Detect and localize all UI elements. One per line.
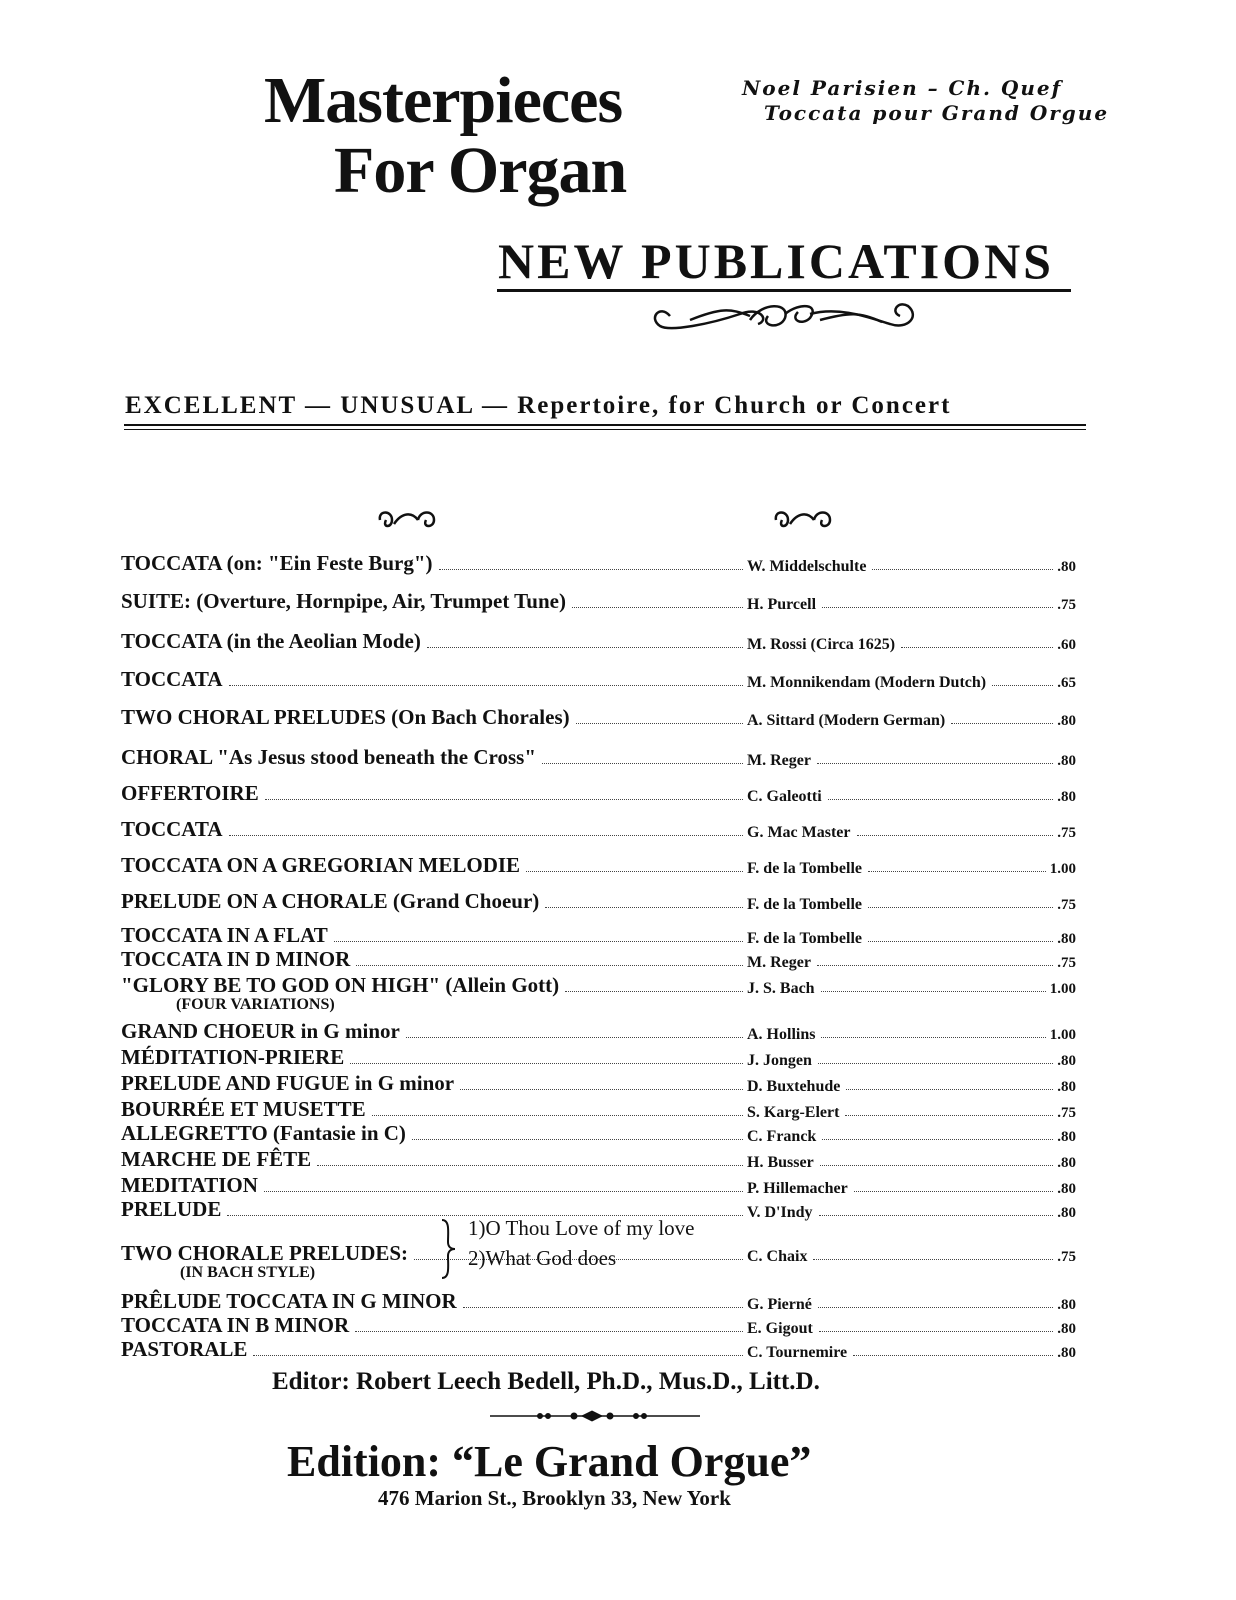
listing-title: TOCCATA (on: "Ein Feste Burg") xyxy=(121,551,433,575)
scroll-ornament-icon xyxy=(650,296,920,336)
listing-composer: M. Reger xyxy=(747,752,811,769)
title-line-2: For Organ xyxy=(334,134,627,207)
dot-leader xyxy=(412,1139,743,1140)
listing-title: TWO CHORAL PRELUDES (On Bach Chorales) xyxy=(121,705,570,729)
dot-leader xyxy=(460,1089,743,1090)
dot-leader xyxy=(822,607,1053,608)
listing-title: PRELUDE ON A CHORALE (Grand Choeur) xyxy=(121,889,540,913)
listing-price: .80 xyxy=(1057,1297,1076,1313)
listing-composer: F. de la Tombelle xyxy=(747,896,862,913)
dot-leader xyxy=(265,799,743,800)
listing-price: .80 xyxy=(1057,1129,1076,1145)
listing-price: .80 xyxy=(1057,1155,1076,1171)
listing-composer: V. D'Indy xyxy=(747,1204,813,1221)
listing-title: PRÊLUDE TOCCATA IN G MINOR xyxy=(121,1289,457,1313)
listing-row xyxy=(121,584,1076,614)
listing-price: 1.00 xyxy=(1049,1027,1076,1043)
dot-leader xyxy=(828,799,1053,800)
listing-note: (IN BACH STYLE) xyxy=(180,1264,316,1281)
listing-composer: C. Tournemire xyxy=(747,1344,848,1361)
listing-title: GRAND CHOEUR in G minor xyxy=(121,1019,400,1043)
dot-leader xyxy=(872,569,1053,570)
dot-leader xyxy=(526,871,743,872)
subtitle-rule-top xyxy=(124,424,1086,426)
dot-leader xyxy=(542,763,743,764)
dot-leader xyxy=(992,685,1053,686)
listing-title: MÉDITATION-PRIERE xyxy=(121,1045,345,1069)
listing-price: .80 xyxy=(1057,1321,1076,1337)
stamp-line-1: Noel Parisien – Ch. Quef xyxy=(742,76,1063,100)
listing-title: TOCCATA xyxy=(121,667,223,691)
subtitle-rule-bottom xyxy=(124,429,1086,430)
flourish-icon xyxy=(374,506,440,532)
dot-leader xyxy=(317,1165,743,1166)
listing-title: ALLEGRETTO (Fantasie in C) xyxy=(121,1121,406,1145)
listing-row xyxy=(121,700,1076,730)
dot-leader xyxy=(857,835,1053,836)
dot-leader xyxy=(818,1063,1053,1064)
listing-composer: W. Middelschulte xyxy=(747,558,867,575)
listing-row xyxy=(121,812,1076,842)
dot-leader xyxy=(853,1355,1053,1356)
listing-title: MEDITATION xyxy=(121,1173,258,1197)
dot-leader xyxy=(229,685,743,686)
listing-row xyxy=(121,776,1076,806)
listing-composer: C. Chaix xyxy=(747,1248,808,1265)
dot-leader xyxy=(820,1165,1053,1166)
listing-price: .75 xyxy=(1057,1105,1076,1121)
flourish-icon xyxy=(770,506,836,532)
section-title: NEW PUBLICATIONS xyxy=(498,233,1054,289)
listing-composer: M. Rossi (Circa 1625) xyxy=(747,636,896,653)
dot-leader xyxy=(822,1139,1053,1140)
dot-leader xyxy=(868,907,1053,908)
dot-leader xyxy=(821,991,1046,992)
listing-composer: D. Buxtehude xyxy=(747,1078,841,1095)
listing-price: .75 xyxy=(1057,1249,1076,1265)
listing-composer: F. de la Tombelle xyxy=(747,860,862,877)
listing-title: OFFERTOIRE xyxy=(121,781,259,805)
listing-price: .75 xyxy=(1057,897,1076,913)
listing-price: .80 xyxy=(1057,753,1076,769)
listing-title: TOCCATA IN D MINOR xyxy=(121,947,351,971)
listing-title: PRELUDE AND FUGUE in G minor xyxy=(121,1071,455,1095)
listing-composer: E. Gigout xyxy=(747,1320,813,1337)
listing-row xyxy=(121,740,1076,770)
listing-price: .80 xyxy=(1057,1205,1076,1221)
listing-price: .80 xyxy=(1057,931,1076,947)
listing-price: .80 xyxy=(1057,1079,1076,1095)
listing-price: .80 xyxy=(1057,1345,1076,1361)
listing-title: MARCHE DE FÊTE xyxy=(121,1147,312,1171)
listing-composer: H. Purcell xyxy=(747,596,817,613)
listing-title: TOCCATA (in the Aeolian Mode) xyxy=(121,629,421,653)
listing-composer: P. Hillemacher xyxy=(747,1180,848,1197)
listing-row xyxy=(121,848,1076,878)
dot-leader xyxy=(868,871,1046,872)
listing-subitem: 1)O Thou Love of my love xyxy=(468,1216,695,1240)
listing-price: .80 xyxy=(1057,559,1076,575)
listing-price: 1.00 xyxy=(1049,981,1076,997)
listing-row xyxy=(121,546,1076,576)
edition-title: Edition: “Le Grand Orgue” xyxy=(287,1437,812,1486)
dot-leader xyxy=(406,1037,743,1038)
dot-leader xyxy=(565,991,743,992)
dot-leader xyxy=(846,1089,1053,1090)
stamp-line-2: Toccata pour Grand Orgue xyxy=(764,101,1110,125)
listing-row xyxy=(121,624,1076,654)
listing-title: TOCCATA ON A GREGORIAN MELODIE xyxy=(121,853,521,877)
listing-price: .65 xyxy=(1057,675,1076,691)
listing-composer: J. Jongen xyxy=(747,1052,812,1069)
listing-composer: G. Mac Master xyxy=(747,824,851,841)
listing-composer: G. Pierné xyxy=(747,1296,812,1313)
title-line-1: Masterpieces xyxy=(264,64,623,137)
dot-leader xyxy=(572,607,743,608)
listing-price: .75 xyxy=(1057,825,1076,841)
listing-price: .75 xyxy=(1057,955,1076,971)
listing-price: .80 xyxy=(1057,1181,1076,1197)
dot-leader xyxy=(901,647,1053,648)
listing-title: CHORAL "As Jesus stood beneath the Cross" xyxy=(121,745,536,769)
dot-leader xyxy=(817,965,1053,966)
listing-row xyxy=(121,884,1076,914)
editor-credit: Editor: Robert Leech Bedell, Ph.D., Mus.D., Litt.D. xyxy=(272,1368,820,1395)
listing-title: TOCCATA IN A FLAT xyxy=(121,923,328,947)
listing-price: .75 xyxy=(1057,597,1076,613)
dot-leader xyxy=(817,763,1053,764)
dot-leader xyxy=(821,1037,1046,1038)
dot-leader xyxy=(229,835,743,836)
listing-title: SUITE: (Overture, Hornpipe, Air, Trumpet Tune) xyxy=(121,589,566,613)
listing-composer: S. Karg-Elert xyxy=(747,1104,840,1121)
listing-title: BOURRÉE ET MUSETTE xyxy=(121,1097,366,1121)
listing-composer: A. Sittard (Modern German) xyxy=(747,712,946,729)
dot-leader xyxy=(951,723,1053,724)
listing-row xyxy=(121,662,1076,692)
listing-row xyxy=(121,968,1076,998)
listing-title: TOCCATA xyxy=(121,817,223,841)
listing-title: PRELUDE xyxy=(121,1197,222,1221)
listing-title: TWO CHORALE PRELUDES: xyxy=(121,1241,409,1265)
dot-leader xyxy=(545,907,743,908)
listing-title: "GLORY BE TO GOD ON HIGH" (Allein Gott) xyxy=(121,973,560,997)
listing-price: .80 xyxy=(1057,789,1076,805)
divider-ornament-icon xyxy=(490,1408,700,1424)
dot-leader xyxy=(819,1215,1053,1216)
section-title-underline xyxy=(497,289,1071,292)
listing-composer: M. Monnikendam (Modern Dutch) xyxy=(747,674,987,691)
dot-leader xyxy=(439,569,743,570)
listing-price: .60 xyxy=(1057,637,1076,653)
listing-title: PASTORALE xyxy=(121,1337,248,1361)
dot-leader xyxy=(427,647,743,648)
listing-composer: H. Busser xyxy=(747,1154,814,1171)
listing-price: .80 xyxy=(1057,1053,1076,1069)
brace-icon xyxy=(438,1218,458,1280)
dot-leader xyxy=(350,1063,743,1064)
listing-composer: C. Franck xyxy=(747,1128,817,1145)
dot-leader xyxy=(576,723,743,724)
listing-price: 1.00 xyxy=(1049,861,1076,877)
listing-title: TOCCATA IN B MINOR xyxy=(121,1313,350,1337)
listing-composer: F. de la Tombelle xyxy=(747,930,862,947)
listing-composer: A. Hollins xyxy=(747,1026,816,1043)
dot-leader xyxy=(813,1259,1053,1260)
listing-price: .80 xyxy=(1057,713,1076,729)
listing-composer: C. Galeotti xyxy=(747,788,822,805)
publisher-address: 476 Marion St., Brooklyn 33, New York xyxy=(378,1486,731,1510)
listing-row xyxy=(121,1332,1076,1362)
subtitle: EXCELLENT — UNUSUAL — Repertoire, for Church or Concert xyxy=(125,392,952,419)
dot-leader xyxy=(253,1355,743,1356)
listing-composer: J. S. Bach xyxy=(747,980,815,997)
listing-subitem: 2)What God does xyxy=(468,1246,617,1270)
dot-leader xyxy=(356,965,743,966)
listing-note: (FOUR VARIATIONS) xyxy=(176,996,335,1013)
listing-composer: M. Reger xyxy=(747,954,811,971)
